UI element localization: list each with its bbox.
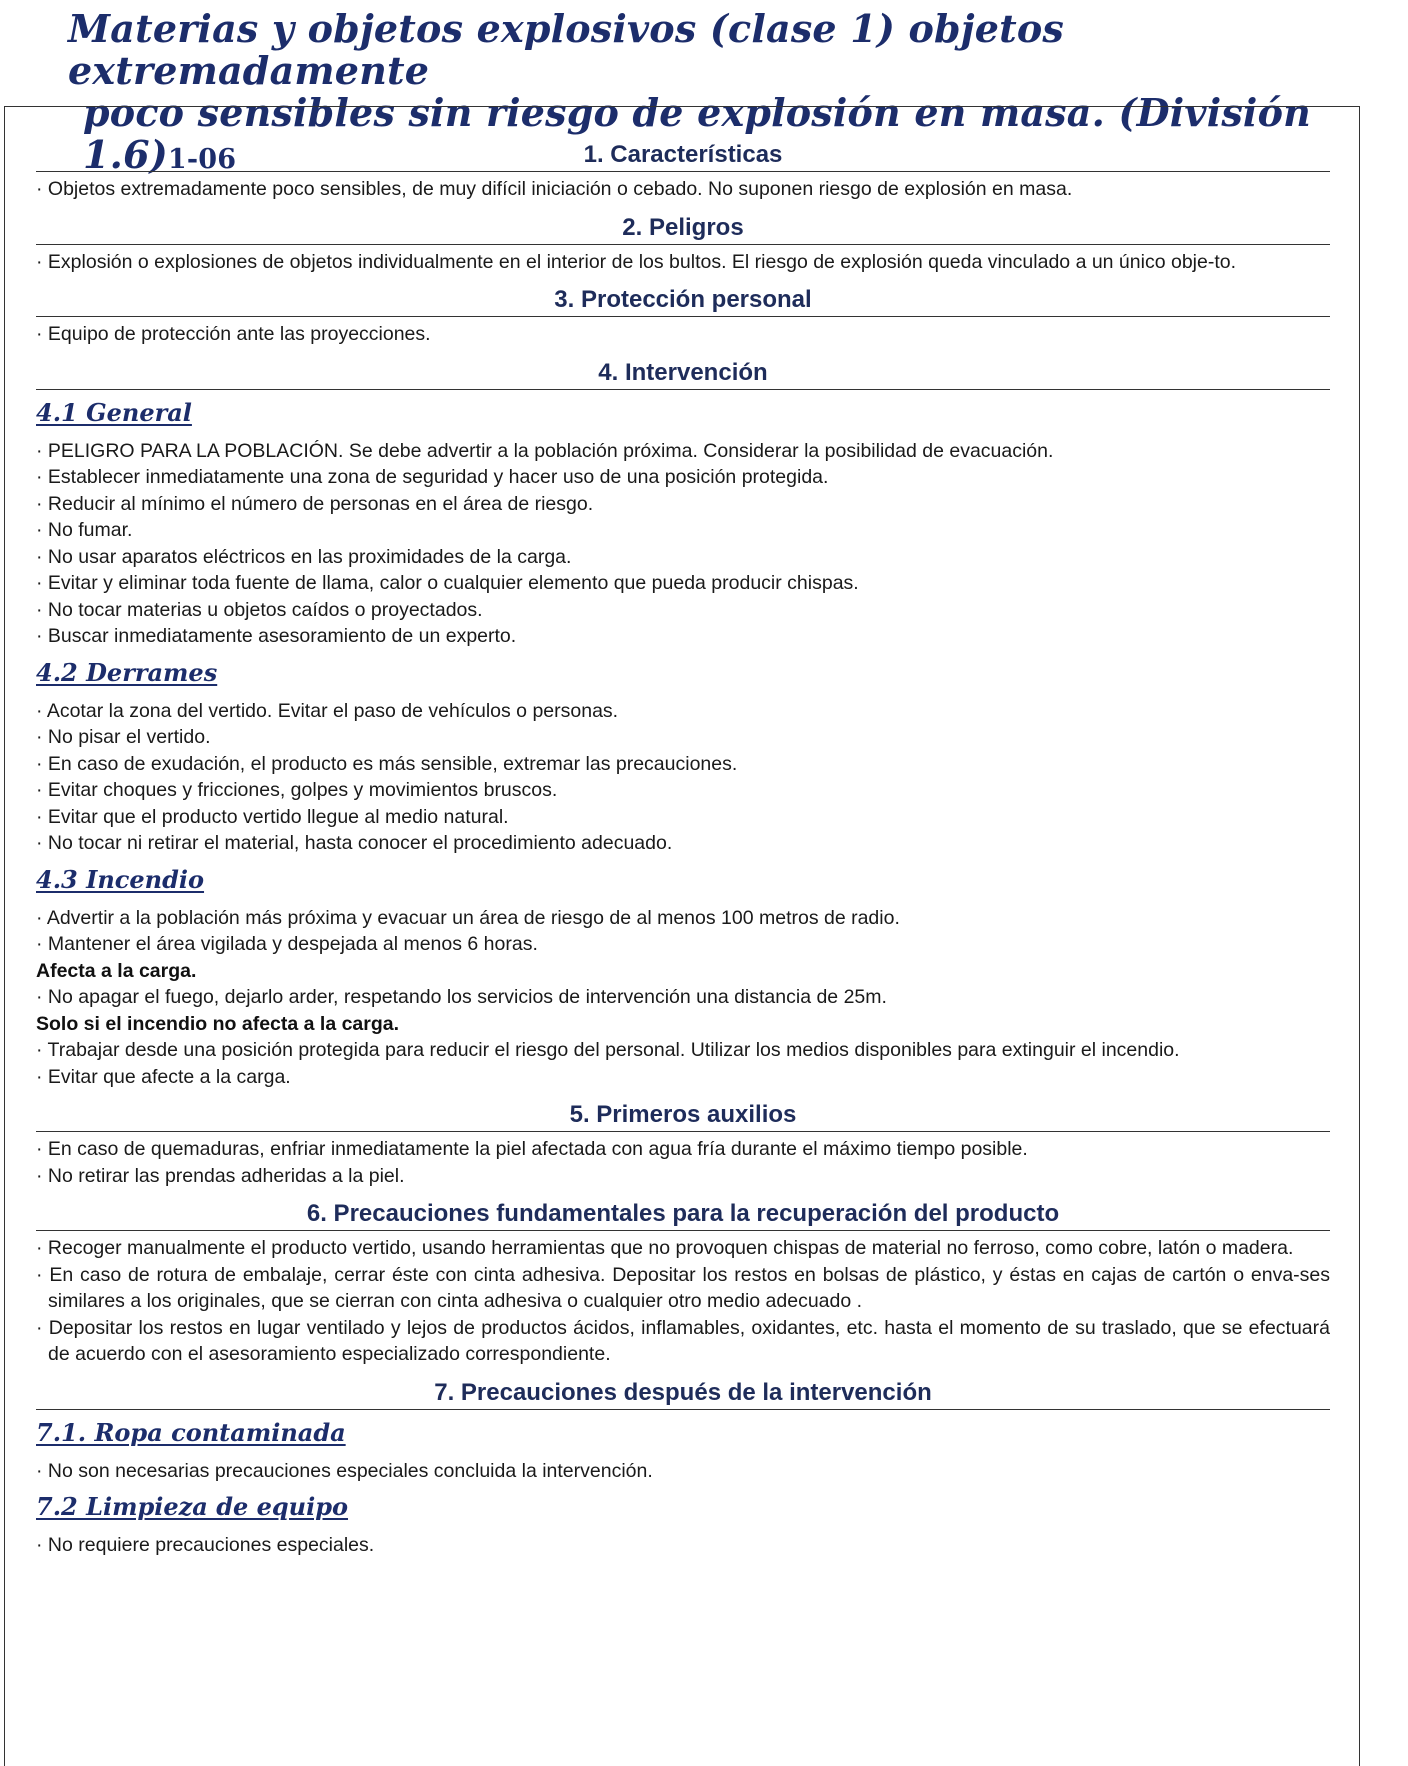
list-item: · Evitar que afecte a la carga. — [36, 1065, 291, 1088]
list-item: · En caso de rotura de embalaje, cerrar éste con cinta adhesiva. Depositar los restos en bolsas de plástico, y éstas en cajas de cartón o enva-ses similares a los originales, que se cierran con cinta adhesiva o cualquier otro medio adecuado . — [36, 1263, 1330, 1312]
subheading-ropa-contaminada: 7.1. Ropa contaminada — [36, 1417, 346, 1447]
label-afecta-carga: Afecta a la carga. — [36, 959, 197, 982]
list-item: · PELIGRO PARA LA POBLACIÓN. Se debe advertir a la población próxima. Considerar la posibilidad de evacuación. — [36, 439, 1054, 462]
label-no-afecta-carga: Solo si el incendio no afecta a la carga. — [36, 1012, 400, 1035]
subheading-incendio: 4.3 Incendio — [36, 864, 205, 894]
subheading-general: 4.1 General — [36, 397, 192, 427]
section-heading-primeros-auxilios: 5. Primeros auxilios — [36, 1100, 1330, 1132]
list-item: · Acotar la zona del vertido. Evitar el paso de vehículos o personas. — [36, 699, 619, 722]
section-heading-caracteristicas: 1. Características — [36, 140, 1330, 172]
list-item: · En caso de exudación, el producto es más sensible, extremar las precauciones. — [36, 752, 738, 775]
section-heading-recuperacion: 6. Precauciones fundamentales para la recuperación del producto — [36, 1199, 1330, 1231]
list-item: · No fumar. — [36, 519, 133, 541]
list-item: · Reducir al mínimo el número de personas en el área de riesgo. — [36, 492, 594, 515]
list-item: · Buscar inmediatamente asesoramiento de un experto. — [36, 625, 517, 647]
list-item: · Depositar los restos en lugar ventilado y lejos de productos ácidos, inflamables, oxidantes, etc. hasta el momento de su traslado, que se efectuará de acuerdo con el asesoramiento especializado correspondiente. — [36, 1316, 1330, 1365]
list-item: · Advertir a la población más próxima y evacuar un área de riesgo de al menos 100 metros de radio. — [36, 906, 900, 929]
list-item: · Trabajar desde una posición protegida para reducir el riesgo del personal. Utilizar los medios disponibles para extinguir el incendio. — [36, 1039, 1180, 1061]
list-item: · No son necesarias precauciones especiales concluida la intervención. — [36, 1459, 653, 1482]
title-code: 1-06 — [167, 144, 237, 175]
list-item: · En caso de quemaduras, enfriar inmediatamente la piel afectada con agua fría durante el máximo tiempo posible. — [36, 1138, 1028, 1160]
list-item: · Equipo de protección ante las proyecciones. — [36, 323, 431, 345]
list-item: · No tocar ni retirar el material, hasta conocer el procedimiento adecuado. — [36, 832, 673, 854]
list-item: · No tocar materias u objetos caídos o proyectados. — [36, 598, 483, 621]
list-item: · Evitar choques y fricciones, golpes y movimientos bruscos. — [36, 779, 558, 801]
section-heading-peligros: 2. Peligros — [36, 213, 1330, 245]
list-item: · No requiere precauciones especiales. — [36, 1534, 375, 1556]
section-heading-despues-intervencion: 7. Precauciones después de la intervención — [36, 1378, 1330, 1410]
list-item: · No apagar el fuego, dejarlo arder, respetando los servicios de intervención una distancia de 25m. — [36, 986, 887, 1008]
subheading-derrames: 4.2 Derrames — [36, 657, 218, 687]
title-line-2-text: poco sensibles sin riesgo de explosión en masa. (División 1.6) — [83, 90, 1311, 177]
list-item: · Recoger manualmente el producto vertido, usando herramientas que no provoquen chispas de material no ferroso, como cobre, latón o madera. — [36, 1237, 1294, 1259]
section-heading-intervencion: 4. Intervención — [36, 358, 1330, 390]
section-heading-proteccion: 3. Protección personal — [36, 285, 1330, 317]
list-item: · Explosión o explosiones de objetos individualmente en el interior de los bultos. El riesgo de explosión queda vinculado a un único obje-to. — [36, 250, 1237, 273]
list-item: · Evitar y eliminar toda fuente de llama, calor o cualquier elemento que pueda producir chispas. — [36, 572, 859, 594]
list-item: · Evitar que el producto vertido llegue al medio natural. — [36, 805, 509, 828]
title-line-1: Materias y objetos explosivos (clase 1) objetos extremadamente — [68, 6, 1065, 93]
list-item: · No pisar el vertido. — [36, 726, 211, 748]
list-item: · Objetos extremadamente poco sensibles, de muy difícil iniciación o cebado. No suponen riesgo de explosión en masa. — [36, 178, 1073, 200]
list-item: · Establecer inmediatamente una zona de seguridad y hacer uso de una posición protegida. — [36, 466, 829, 488]
list-item: · No usar aparatos eléctricos en las proximidades de la carga. — [36, 545, 572, 568]
subheading-limpieza-equipo: 7.2 Limpieza de equipo — [36, 1492, 349, 1521]
list-item: · No retirar las prendas adheridas a la piel. — [36, 1164, 405, 1187]
document-body — [36, 140, 1330, 1559]
list-item: · Mantener el área vigilada y despejada al menos 6 horas. — [36, 933, 538, 955]
